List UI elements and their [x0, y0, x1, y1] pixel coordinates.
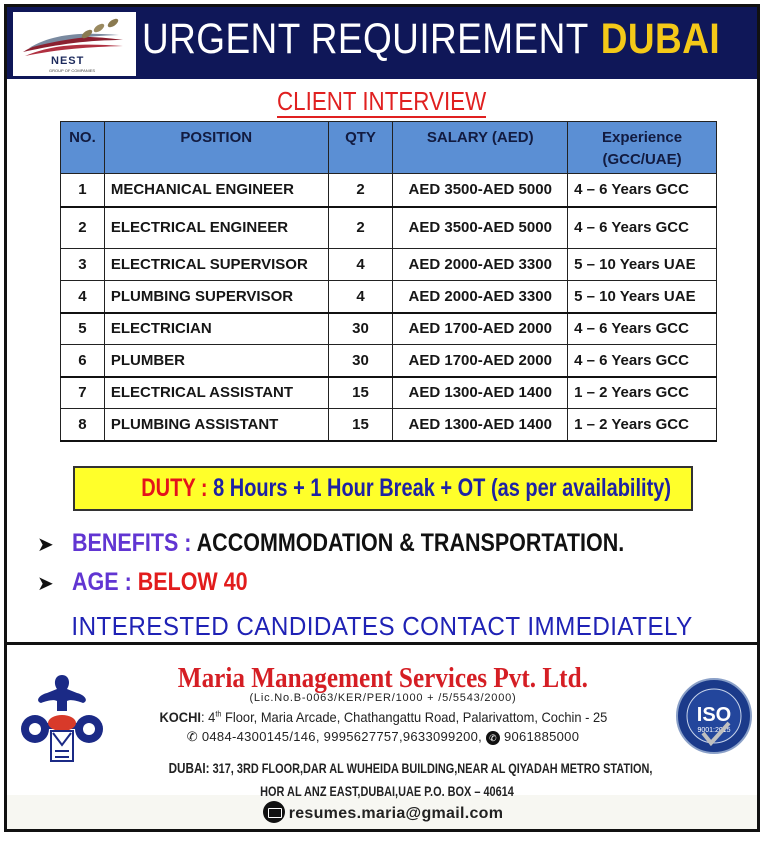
- column-header-qty: QTY: [328, 122, 393, 174]
- client-interview-heading: [7, 87, 757, 118]
- cell-salary: AED 2000-AED 3300: [393, 249, 568, 281]
- cell-qty: 30: [328, 345, 393, 377]
- cell-no: 3: [61, 249, 105, 281]
- cell-qty: 2: [328, 174, 393, 207]
- email-icon: [263, 801, 285, 823]
- duty-value: 8 Hours + 1 Hour Break + OT (as per availability): [213, 474, 672, 502]
- cell-position: ELECTRICAL ASSISTANT: [104, 377, 328, 409]
- job-poster: [4, 4, 760, 832]
- table-row: [61, 207, 717, 249]
- cell-salary: AED 1700-AED 2000: [393, 345, 568, 377]
- duty-banner: [73, 466, 693, 511]
- svg-text:9001:2015: 9001:2015: [697, 727, 731, 734]
- cell-experience: 1 – 2 Years GCC: [568, 409, 717, 441]
- duty-label: DUTY :: [141, 474, 208, 502]
- dubai-label: DUBAI:: [168, 760, 210, 777]
- cell-no: 4: [61, 281, 105, 313]
- mms-logo-icon: [19, 671, 105, 767]
- cell-qty: 4: [328, 249, 393, 281]
- column-header-no: NO.: [61, 122, 105, 174]
- license-number: (Lic.No.B-0063/KER/PER/1000 + /5/5543/2000): [249, 692, 517, 704]
- arrow-bullet-icon: ➤: [37, 534, 54, 556]
- cell-salary: AED 1300-AED 1400: [393, 377, 568, 409]
- table-header-row: [61, 122, 717, 174]
- cell-experience: 4 – 6 Years GCC: [568, 313, 717, 345]
- arrow-bullet-icon: ➤: [37, 573, 54, 595]
- cell-qty: 4: [328, 281, 393, 313]
- svg-text:ISO: ISO: [696, 704, 732, 726]
- company-name: Maria Management Services Pvt. Ltd.: [177, 663, 589, 694]
- column-header-position: POSITION: [104, 122, 328, 174]
- whatsapp-number[interactable]: 9061885000: [503, 729, 580, 744]
- phone-list[interactable]: 0484-4300145/146, 9995627757,9633099200,: [201, 729, 483, 744]
- contact-email: [103, 803, 663, 825]
- logo-subtext: GROUP OF COMPANIES: [49, 68, 96, 73]
- cell-qty: 2: [328, 207, 393, 249]
- kochi-address: KOCHI: 4th Floor, Maria Arcade, Chathangattu Road, Palarivattom, Cochin - 25: [159, 709, 607, 725]
- cell-salary: AED 3500-AED 5000: [393, 207, 568, 249]
- whatsapp-icon: ✆: [486, 731, 500, 745]
- email-link[interactable]: resumes.maria@gmail.com: [288, 805, 504, 823]
- logo-text: NEST: [51, 55, 85, 67]
- benefits-label: BENEFITS :: [72, 529, 192, 557]
- nest-leaves-icon: [19, 16, 129, 60]
- cell-experience: 5 – 10 Years UAE: [568, 281, 717, 313]
- experience-header-line1: Experience: [602, 129, 683, 146]
- cell-experience: 4 – 6 Years GCC: [568, 345, 717, 377]
- table-row: [61, 345, 717, 377]
- cell-salary: AED 1700-AED 2000: [393, 313, 568, 345]
- cell-no: 2: [61, 207, 105, 249]
- cell-position: PLUMBER: [104, 345, 328, 377]
- cell-no: 7: [61, 377, 105, 409]
- contact-call-to-action: [7, 611, 757, 642]
- header-banner: [7, 7, 757, 79]
- table-row: [61, 409, 717, 441]
- cell-experience: 5 – 10 Years UAE: [568, 249, 717, 281]
- cell-position: ELECTRICAL SUPERVISOR: [104, 249, 328, 281]
- cell-position: MECHANICAL ENGINEER: [104, 174, 328, 207]
- cell-salary: AED 1300-AED 1400: [393, 409, 568, 441]
- cell-qty: 15: [328, 409, 393, 441]
- cell-no: 5: [61, 313, 105, 345]
- agency-footer: [7, 645, 757, 829]
- cell-qty: 30: [328, 313, 393, 345]
- cell-salary: AED 2000-AED 3300: [393, 281, 568, 313]
- cell-position: ELECTRICIAN: [104, 313, 328, 345]
- title-location: DUBAI: [600, 15, 721, 63]
- subtitle: CLIENT INTERVIEW: [277, 86, 487, 116]
- call-to-action-text: INTERESTED CANDIDATES CONTACT IMMEDIATELY: [71, 611, 693, 641]
- table-row: [61, 377, 717, 409]
- cell-position: PLUMBING SUPERVISOR: [104, 281, 328, 313]
- phone-icon: ✆: [186, 729, 198, 744]
- age-value: BELOW 40: [137, 568, 248, 596]
- cell-position: ELECTRICAL ENGINEER: [104, 207, 328, 249]
- cell-experience: 4 – 6 Years GCC: [568, 174, 717, 207]
- cell-salary: AED 3500-AED 5000: [393, 174, 568, 207]
- cell-no: 6: [61, 345, 105, 377]
- cell-experience: 4 – 6 Years GCC: [568, 207, 717, 249]
- kochi-label: KOCHI: [159, 709, 201, 725]
- iso-certification-badge-icon: [675, 677, 753, 755]
- phone-numbers: [103, 729, 663, 745]
- cell-no: 8: [61, 409, 105, 441]
- column-header-experience: [568, 122, 717, 174]
- table-row: [61, 313, 717, 345]
- benefits-value: ACCOMMODATION & TRANSPORTATION.: [196, 529, 625, 557]
- positions-table: [60, 121, 717, 442]
- column-header-salary: SALARY (AED): [393, 122, 568, 174]
- table-row: [61, 249, 717, 281]
- age-label: AGE :: [72, 568, 132, 596]
- page-title: [142, 15, 720, 64]
- title-text: URGENT REQUIREMENT: [142, 15, 589, 63]
- cell-qty: 15: [328, 377, 393, 409]
- cell-experience: 1 – 2 Years GCC: [568, 377, 717, 409]
- benefits-row: [37, 529, 714, 558]
- age-row: [37, 568, 276, 597]
- table-row: [61, 174, 717, 207]
- table-row: [61, 281, 717, 313]
- experience-header-line2: (GCC/UAE): [602, 151, 682, 168]
- nest-logo: [13, 12, 136, 76]
- cell-position: PLUMBING ASSISTANT: [104, 409, 328, 441]
- dubai-address: DUBAI: 317, 3RD FLOOR,DAR AL WUHEIDA BUILDING,NEAR AL QIYADAH METRO STATION, HOR AL ANZ EAST,DUBAI,UAE P.O. BOX – 40614: [168, 760, 653, 799]
- cell-no: 1: [61, 174, 105, 207]
